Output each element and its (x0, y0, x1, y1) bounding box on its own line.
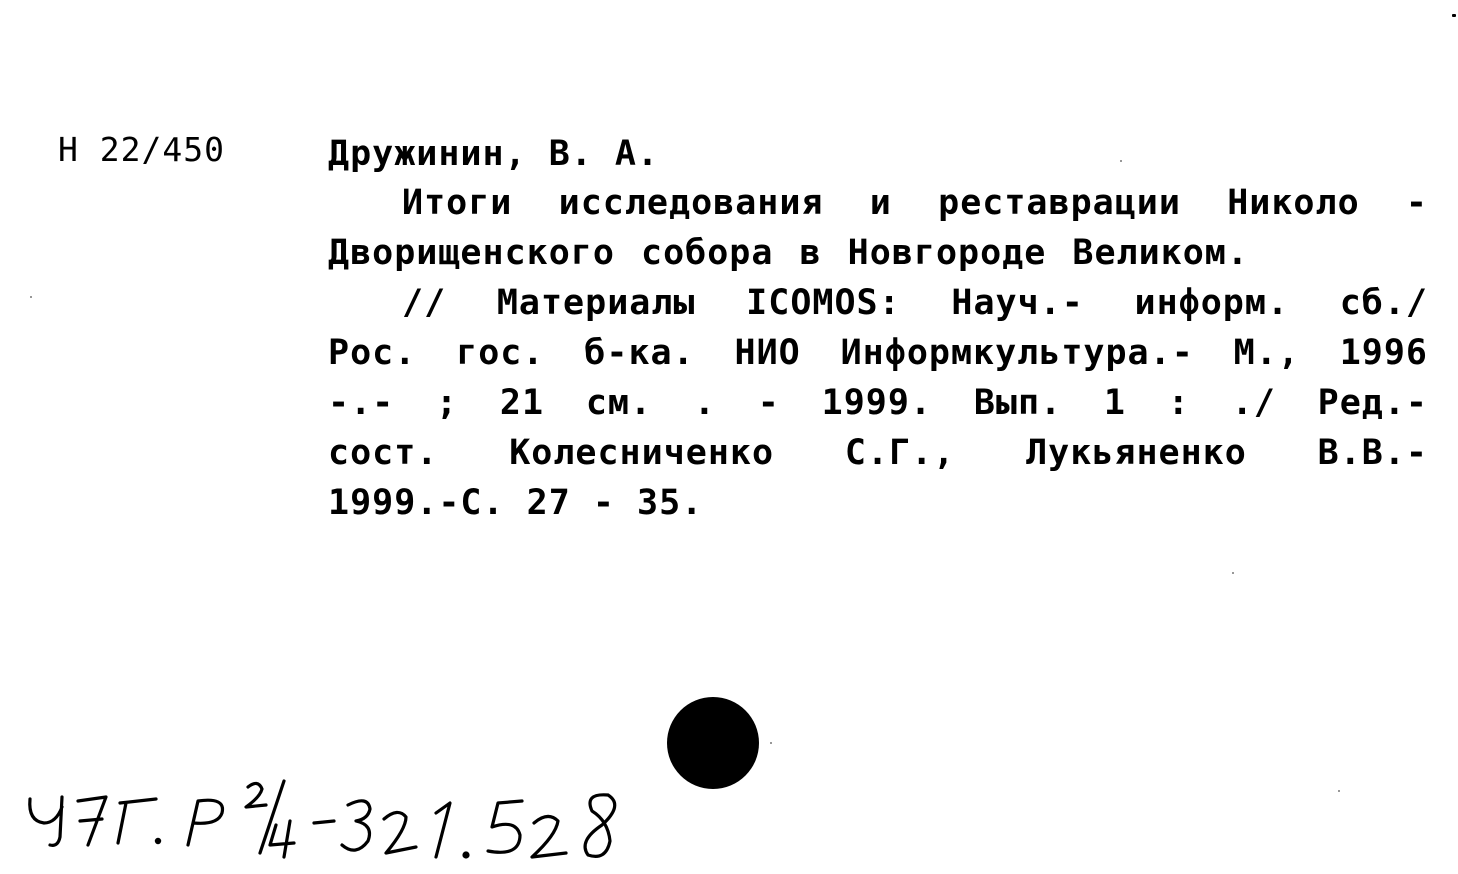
description-line-6: сост. Колесниченко С.Г., Лукьяненко В.В.- (328, 433, 1428, 473)
description-line-7: 1999.-С. 27 - 35. (328, 483, 704, 523)
description-line-2: Дворищенского собора в Новгороде Великом. (328, 233, 1249, 273)
scan-speck (30, 296, 32, 298)
shelfmark: Н 22/450 (58, 130, 225, 169)
scan-speck (1232, 572, 1234, 574)
description-line-4: Рос. гос. б-ка. НИО Информкультура.- М., 1996 (328, 333, 1428, 373)
scan-speck (1452, 14, 1456, 17)
scan-speck (770, 742, 772, 744)
description-line-1: Итоги исследования и реставрации Николо - (402, 183, 1428, 223)
scan-speck (1120, 160, 1122, 162)
description-line-5: -.- ; 21 см. . - 1999. Вып. 1 : ./ Ред.- (328, 383, 1428, 423)
author-heading: Дружинин, В. А. (328, 134, 660, 174)
handwritten-classification-code (22, 775, 682, 865)
description-line-3: // Материалы ICOMOS: Науч.- информ. сб./ (402, 283, 1428, 323)
punched-hole (665, 695, 761, 791)
bibliographic-description (328, 178, 1428, 528)
scan-speck (1338, 790, 1340, 792)
